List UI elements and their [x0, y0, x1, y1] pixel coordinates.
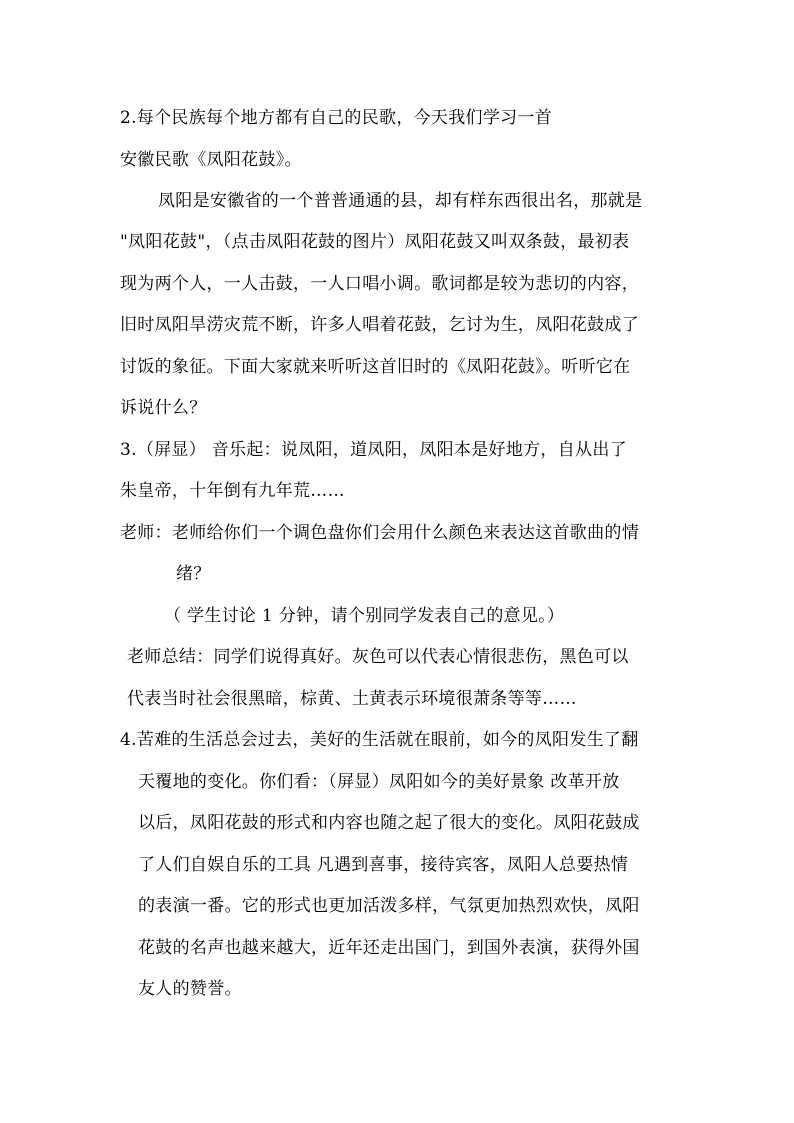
- text-line: 诉说什么？: [120, 398, 207, 418]
- text-line: 老师总结：同学们说得真好。灰色可以代表心情很悲伤，黑色可以: [127, 647, 629, 667]
- text-line: "凤阳花鼓"，（点击凤阳花鼓的图片）凤阳花鼓又叫双条鼓，最初表: [120, 232, 630, 252]
- text-line: 旧时凤阳旱涝灾荒不断，许多人唱着花鼓，乞讨为生，凤阳花鼓成了: [120, 315, 639, 335]
- text-line: 凤阳是安徽省的一个普普通通的县，却有样东西很出名，那就是: [158, 191, 643, 211]
- text-line: 了人们自娱自乐的工具 凡遇到喜事，接待宾客，凤阳人总要热情: [138, 855, 629, 875]
- text-line: 花鼓的名声也越来越大，近年还走出国门，到国外表演，获得外国: [138, 938, 640, 958]
- text-line: 现为两个人，一人击鼓，一人口唱小调。歌词都是较为悲切的内容，: [120, 274, 639, 294]
- text-line: 绪？: [176, 564, 211, 584]
- text-line: 以后，凤阳花鼓的形式和内容也随之起了很大的变化。凤阳花鼓成: [138, 813, 640, 833]
- text-line: 老师：老师给你们一个调色盘你们会用什么颜色来表达这首歌曲的情: [120, 523, 639, 543]
- text-line: 讨饭的象征。下面大家就来听听这首旧时的《凤阳花鼓》。听听它在: [120, 357, 631, 377]
- text-line: 安徽民歌《凤阳花鼓》。: [120, 150, 302, 170]
- text-line: 3.（屏显） 音乐起：说凤阳，道凤阳，凤阳本是好地方，自从出了: [120, 440, 627, 460]
- text-line: （ 学生讨论 1 分钟，请个别同学发表自己的意见。）: [164, 606, 565, 626]
- text-line: 友人的赞誉。: [138, 979, 242, 999]
- text-line: 的表演一番。它的形式也更加活泼多样，气氛更加热烈欢快，凤阳: [138, 896, 640, 916]
- text-line: 4.苦难的生活总会过去，美好的生活就在眼前，如今的凤阳发生了翻: [120, 730, 639, 750]
- text-line: 2.每个民族每个地方都有自己的民歌，今天我们学习一首: [120, 108, 553, 128]
- text-line: 朱皇帝，十年倒有九年荒……: [120, 481, 345, 501]
- text-line: 代表当时社会很黑暗，棕黄、土黄表示环境很萧条等等……: [127, 689, 577, 709]
- text-line: 天覆地的变化。你们看：（屏显）凤阳如今的美好景象 改革开放: [138, 772, 620, 792]
